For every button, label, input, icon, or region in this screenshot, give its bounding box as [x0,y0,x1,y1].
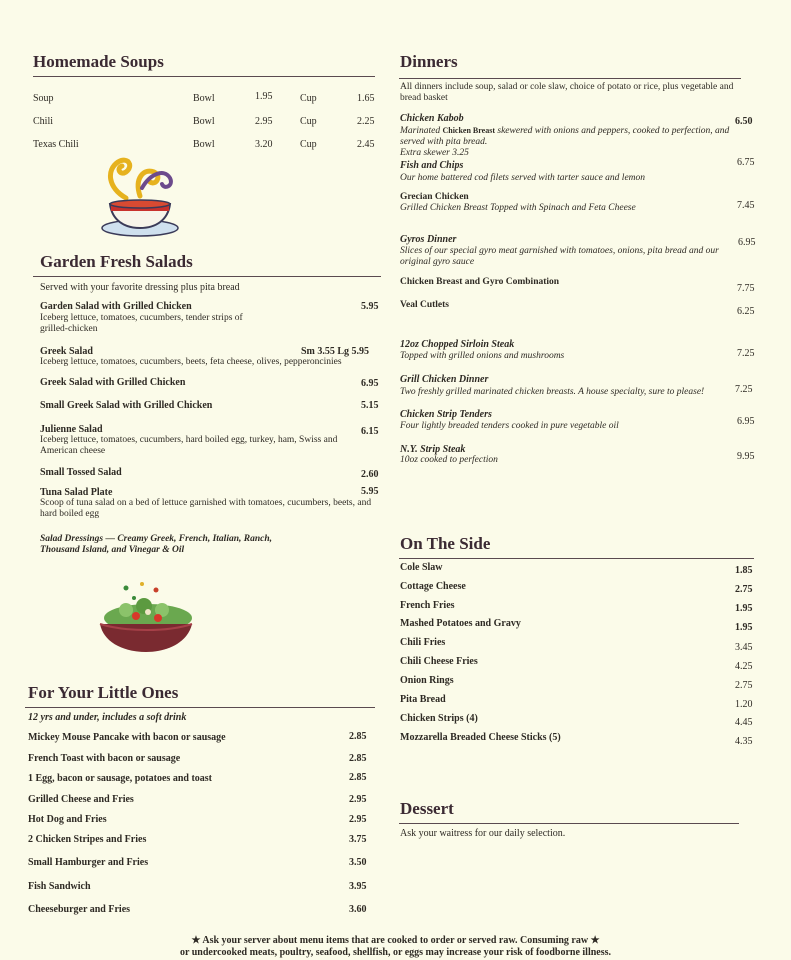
side-name: Chili Fries [400,637,446,648]
salad-price: 2.60 [361,469,379,480]
soups-title: Homemade Soups [33,52,164,71]
soup-cup-price: 2.45 [357,139,375,150]
soup-bowl-price: 1.95 [255,91,273,102]
salad-name: Small Tossed Salad [40,467,122,478]
little-name: Mickey Mouse Pancake with bacon or sausage [28,732,226,743]
dinner-desc-part: skewered with onions and peppers, cooked to perfection, and served with pita bread. [400,126,730,147]
little-rule [25,707,375,708]
side-price: 1.95 [735,603,753,614]
salad-dressings: Salad Dressings — Creamy Greek, French, Italian, Ranch, Thousand Island, and Vinegar & Oil [40,534,272,555]
side-name: Cole Slaw [400,562,443,573]
dinner-name: Gyros Dinner [400,234,457,245]
soup-cup-price: 2.25 [357,116,375,127]
salad-name: Garden Salad with Grilled Chicken [40,301,192,312]
side-name: Mozzarella Breaded Cheese Sticks (5) [400,732,561,743]
little-price: 2.95 [349,814,367,825]
side-name: Onion Rings [400,675,454,686]
side-rule [399,558,754,559]
little-price: 2.85 [349,731,367,742]
salad-price: 5.15 [361,400,379,411]
side-price: 4.45 [735,717,753,728]
dinner-price: 7.25 [737,348,755,359]
soup-name: Soup [33,93,54,104]
salads-note: Served with your favorite dressing plus pita bread [40,282,240,293]
dinner-desc: Four lightly breaded tenders cooked in pure vegetable oil [400,421,619,431]
side-price: 1.85 [735,565,753,576]
little-price: 2.85 [349,753,367,764]
little-name: Fish Sandwich [28,881,91,892]
salad-price: Sm 3.55 Lg 5.95 [301,346,370,357]
dinner-name: Veal Cutlets [400,300,449,310]
salad-desc: Iceberg lettuce, tomatoes, cucumbers, tender strips of grilled-chicken [40,313,243,334]
soups-rule [33,76,375,77]
soup-name: Chili [33,116,54,127]
dinner-name: Grill Chicken Dinner [400,374,489,385]
side-title: On The Side [400,534,491,553]
soup-bowl: Bowl [193,139,215,150]
dessert-title: Dessert [400,799,454,818]
soup-bowl-price: 2.95 [255,116,273,127]
dinner-price: 6.95 [737,416,755,427]
little-name: Grilled Cheese and Fries [28,794,134,805]
side-price: 2.75 [735,680,753,691]
side-price: 3.45 [735,642,753,653]
dinner-desc: Grilled Chicken Breast Topped with Spinach and Feta Cheese [400,203,636,213]
soup-bowl: Bowl [193,116,215,127]
salad-name: Small Greek Salad with Grilled Chicken [40,400,213,411]
salad-desc: Scoop of tuna salad on a bed of lettuce garnished with tomatoes, cucumbers, beets, and hard boiled egg [40,498,372,519]
side-name: Pita Bread [400,694,446,705]
dinner-price: 6.50 [735,116,753,127]
soup-bowl-price: 3.20 [255,139,273,150]
soup-cup: Cup [300,116,317,127]
little-name: French Toast with bacon or sausage [28,753,181,764]
little-name: Cheeseburger and Fries [28,904,131,915]
dinner-name: N.Y. Strip Steak [400,444,466,455]
dinner-name: Fish and Chips [400,160,464,171]
salad-bowl-illustration [96,580,196,658]
dessert-rule [399,823,739,824]
dinners-rule [399,78,741,79]
salad-name: Greek Salad [40,346,93,357]
little-name: Small Hamburger and Fries [28,857,149,868]
soup-bowl-illustration [98,148,184,240]
dinner-desc: Slices of our special gyro meat garnished with tomatoes, onions, pita bread and our original gyro sauce [400,246,719,267]
footer-line-1: ★ Ask your server about menu items that are cooked to order or served raw. Consuming raw ★ [191,935,600,946]
dinner-name: Grecian Chicken [400,192,469,202]
dinners-title: Dinners [400,52,458,71]
salad-price: 5.95 [361,486,379,497]
soup-name: Texas Chili [33,139,79,150]
little-name: Hot Dog and Fries [28,814,107,825]
little-price: 2.85 [349,772,367,783]
side-name: Chili Cheese Fries [400,656,478,667]
dinners-note: All dinners include soup, salad or cole slaw, choice of potato or rice, plus vegetable and bread basket [400,82,734,103]
dinner-price: 6.75 [737,157,755,168]
side-price: 2.75 [735,584,753,595]
salad-name: Greek Salad with Grilled Chicken [40,377,186,388]
salad-desc: Iceberg lettuce, tomatoes, cucumbers, hard boiled egg, turkey, ham, Swiss and American cheese [40,435,338,456]
side-name: French Fries [400,600,455,611]
soup-bowl: Bowl [193,93,215,104]
soup-cup: Cup [300,139,317,150]
side-name: Chicken Strips (4) [400,713,478,724]
dinner-desc [400,125,740,148]
side-price: 4.35 [735,736,753,747]
dinner-price: 9.95 [737,451,755,462]
dinner-price: 7.25 [735,384,753,395]
dessert-note: Ask your waitress for our daily selection. [400,828,566,839]
dinner-desc: Topped with grilled onions and mushrooms [400,351,565,361]
salad-desc: Iceberg lettuce, tomatoes, cucumbers, beets, feta cheese, olives, pepperoncinies [40,357,342,367]
dinner-price: 6.25 [737,306,755,317]
little-note: 12 yrs and under, includes a soft drink [28,712,187,723]
dinner-name: Chicken Kabob [400,113,464,124]
dinner-desc-bold: Chicken Breast [442,126,496,135]
little-name: 2 Chicken Stripes and Fries [28,834,147,845]
little-price: 2.95 [349,794,367,805]
salad-price: 5.95 [361,301,379,312]
dinner-price: 7.45 [737,200,755,211]
little-name: 1 Egg, bacon or sausage, potatoes and toast [28,773,212,784]
little-price: 3.60 [349,904,367,915]
dinner-desc: 10oz cooked to perfection [400,455,498,465]
little-price: 3.50 [349,857,367,868]
salad-name: Tuna Salad Plate [40,487,113,498]
side-price: 1.20 [735,699,753,710]
salads-title: Garden Fresh Salads [40,252,193,271]
little-title: For Your Little Ones [28,683,179,702]
soup-cup-price: 1.65 [357,93,375,104]
dinner-extra: Extra skewer 3.25 [400,148,469,158]
dinner-name: Chicken Breast and Gyro Combination [400,277,560,287]
dinner-desc: Two freshly grilled marinated chicken breasts. A house specialty, sure to please! [400,387,705,397]
dinner-name: Chicken Strip Tenders [400,409,492,420]
dinner-price: 6.95 [738,237,756,248]
side-price: 1.95 [735,622,753,633]
dinner-desc: Our home battered cod filets served with tarter sauce and lemon [400,173,646,183]
salads-rule [33,276,381,277]
dinner-name: 12oz Chopped Sirloin Steak [400,339,515,350]
side-price: 4.25 [735,661,753,672]
side-name: Cottage Cheese [400,581,466,592]
dinner-price: 7.75 [737,283,755,294]
little-price: 3.95 [349,881,367,892]
dinner-desc-part: Marinated [400,126,441,136]
salad-price: 6.15 [361,426,379,437]
salad-name: Julienne Salad [40,424,103,435]
salad-price: 6.95 [361,378,379,389]
footer-line-2: or undercooked meats, poultry, seafood, shellfish, or eggs may increase your risk of foodborne illness. [179,947,612,958]
little-price: 3.75 [349,834,367,845]
soup-cup: Cup [300,93,317,104]
side-name: Mashed Potatoes and Gravy [400,618,521,629]
